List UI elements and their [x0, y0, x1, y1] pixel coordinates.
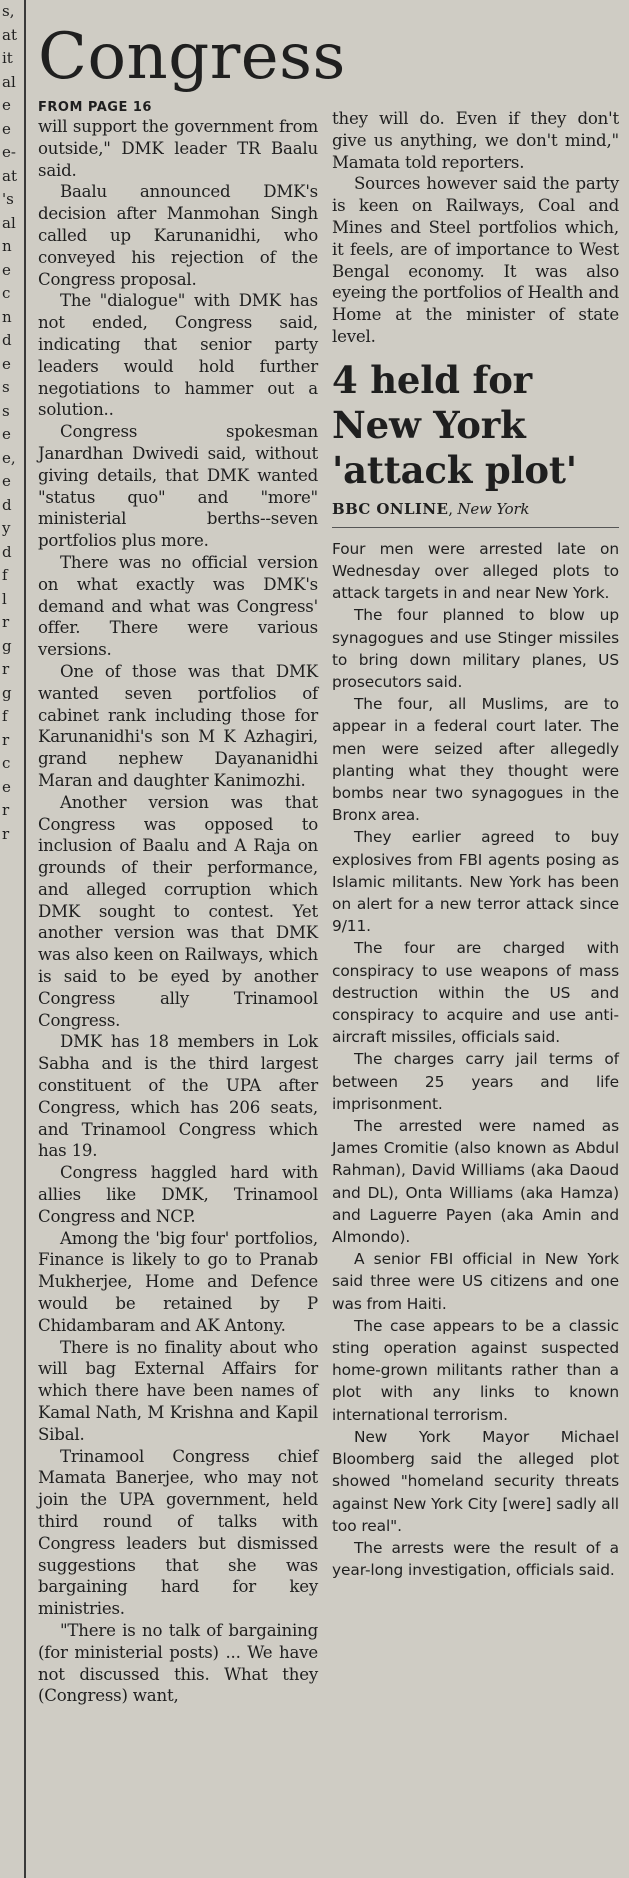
fragment-line: r [2, 730, 10, 749]
fragment-line: f [2, 566, 8, 584]
fragment-line: c [2, 754, 11, 772]
paragraph: Four men were arrested late on Wednesday over alleged plots to attack targets in and near New York. [332, 539, 619, 603]
headline-line: New York [332, 402, 526, 447]
byline-separator: , [448, 499, 458, 518]
paragraph: The arrests were the result of a year-long investigation, officials said. [332, 1538, 619, 1580]
fragment-line: c [2, 284, 11, 302]
paragraph: The "dialogue" with DMK has not ended, Congress said, indicating that senior party leaders would hold further negotiations to hammer out a solution.. [38, 291, 318, 420]
headline-congress: Congress [38, 20, 346, 94]
headline-line: 'attack plot' [332, 447, 577, 492]
paragraph: they will do. Even if they don't give us anything, we don't mind," Mamata told reporters. [332, 109, 619, 172]
adjacent-column-fragment [0, 0, 20, 1878]
paragraph: Congress spokesman Janardhan Dwivedi said, without giving details, that DMK wanted "status quo" and "more" ministerial berths--seven portfolios plus more. [38, 422, 318, 551]
fragment-line: al [2, 213, 16, 232]
headline-ny-attack-plot [332, 358, 619, 493]
paragraph: The four are charged with conspiracy to use weapons of mass destruction within the US and conspiracy to acquire and use anti-aircraft missiles, officials said. [332, 939, 619, 1047]
paragraph: Trinamool Congress chief Mamata Banerjee, who may not join the UPA government, held third round of talks with Congress leaders but dismissed suggestions that she was bargaining hard for key ministries. [38, 1446, 318, 1619]
fragment-line: al [2, 72, 16, 91]
fragment-line: s, [2, 2, 15, 20]
paragraph: There was no official version on what exactly was DMK's demand and what was Congress' offer. There were various versions. [38, 552, 318, 660]
story-body [332, 538, 619, 1582]
paragraph: Sources however said the party is keen on Railways, Coal and Mines and Steel portfolios which, it feels, are of importance to West Bengal economy. It was also eyeing the portfolios of Health and Home at the minister of state level. [332, 174, 619, 346]
right-column [332, 108, 619, 1581]
fragment-line: s [2, 401, 10, 420]
paragraph: Congress haggled hard with allies like DMK, Trinamool Congress and NCP. [38, 1163, 318, 1226]
fragment-line: e [2, 260, 11, 279]
fragment-line: f [2, 707, 8, 725]
fragment-line: e [2, 96, 11, 114]
fragment-line: r [2, 824, 10, 843]
paragraph: One of those was that DMK wanted seven portfolios of cabinet rank including those for Karunanidhi's son M K Azhagiri, grand nephew Dayananidhi Maran and daughter Kanimozhi. [38, 661, 318, 790]
paragraph: The arrested were named as James Cromitie (also known as Abdul Rahman), David Williams (aka Daoud and DL), Onta Williams (aka Hamza) and Laguerre Payen (aka Amin and Almondo). [332, 1117, 619, 1247]
paragraph: A senior FBI official in New York said three were US citizens and one was from Haiti. [332, 1250, 619, 1313]
fragment-line: at [2, 166, 17, 185]
paragraph: The charges carry jail terms of between 25 years and life imprisonment. [332, 1050, 619, 1113]
paragraph: There is no finality about who will bag External Affairs for which there have been names of Kamal Nath, M Krishna and Kapil Sibal. [38, 1337, 318, 1444]
paragraph: The case appears to be a classic sting operation against suspected home-grown militants rather than a plot with any links to known international terrorism. [332, 1316, 619, 1424]
fragment-line: e [2, 472, 11, 490]
left-column [38, 100, 318, 1707]
fragment-line: d [2, 495, 12, 514]
paragraph: The four, all Muslims, are to appear in a federal court later. The men were seized after allegedly planting what they thought were bombs near two synagogues in the Bronx area. [332, 695, 619, 825]
fragment-line: e [2, 354, 11, 373]
fragment-line: r [2, 613, 10, 631]
fragment-line: it [2, 49, 13, 67]
paragraph: Another version was that Congress was opposed to inclusion of Baalu and A Raja on grounds of their performance, and alleged corruption which DMK sought to contest. Yet another version was that DMK was also keen on Railways, which is said to be eyed by another Congress ally Trinamool Congress. [38, 792, 318, 1030]
byline [332, 499, 619, 528]
paragraph: Baalu announced DMK's decision after Manmohan Singh called up Karunanidhi, who conveyed his rejection of the Congress proposal. [38, 182, 318, 289]
fragment-line: r [2, 801, 10, 819]
paragraph: "There is no talk of bargaining (for ministerial posts) ... We have not discussed this. What they (Congress) want, [38, 1620, 318, 1706]
fragment-line: at [2, 25, 17, 44]
column-rule [24, 0, 26, 1878]
paragraph: will support the government from outside," DMK leader TR Baalu said. [38, 117, 318, 180]
fragment-line: r [2, 660, 10, 678]
continued-from-kicker: FROM PAGE 16 [38, 100, 152, 115]
paragraph: Among the 'big four' portfolios, Finance is likely to go to Pranab Mukherjee, Home and Defence would be retained by P Chidambaram and AK Antony. [38, 1228, 318, 1335]
fragment-line: g [2, 683, 12, 702]
fragment-line: y [2, 519, 11, 537]
fragment-line: n [2, 307, 12, 326]
fragment-line: e [2, 777, 11, 796]
fragment-line: s [2, 378, 10, 396]
byline-source: BBC ONLINE [332, 499, 449, 518]
fragment-line: d [2, 542, 12, 561]
fragment-line: e [2, 425, 11, 443]
fragment-line: g [2, 636, 12, 655]
fragment-line: l [2, 589, 7, 608]
headline-line: 4 held for [332, 357, 532, 402]
fragment-line: n [2, 237, 12, 255]
paragraph: The four planned to blow up synagogues and use Stinger missiles to bring down military planes, US prosecutors said. [332, 606, 619, 691]
fragment-line: e- [2, 143, 16, 161]
paragraph: They earlier agreed to buy explosives from FBI agents posing as Islamic militants. New York has been on alert for a new terror attack since 9/11. [332, 828, 619, 936]
fragment-line: d [2, 331, 12, 349]
fragment-line: e [2, 119, 11, 138]
fragment-line: e, [2, 448, 16, 467]
fragment-line: 's [2, 190, 14, 208]
paragraph: New York Mayor Michael Bloomberg said the alleged plot showed "homeland security threats against New York City [were] sadly all too real". [332, 1427, 619, 1535]
paragraph: DMK has 18 members in Lok Sabha and is the third largest constituent of the UPA after Congress, which has 206 seats, and Trinamool Congress which has 19. [38, 1032, 318, 1161]
byline-location: New York [457, 499, 530, 518]
